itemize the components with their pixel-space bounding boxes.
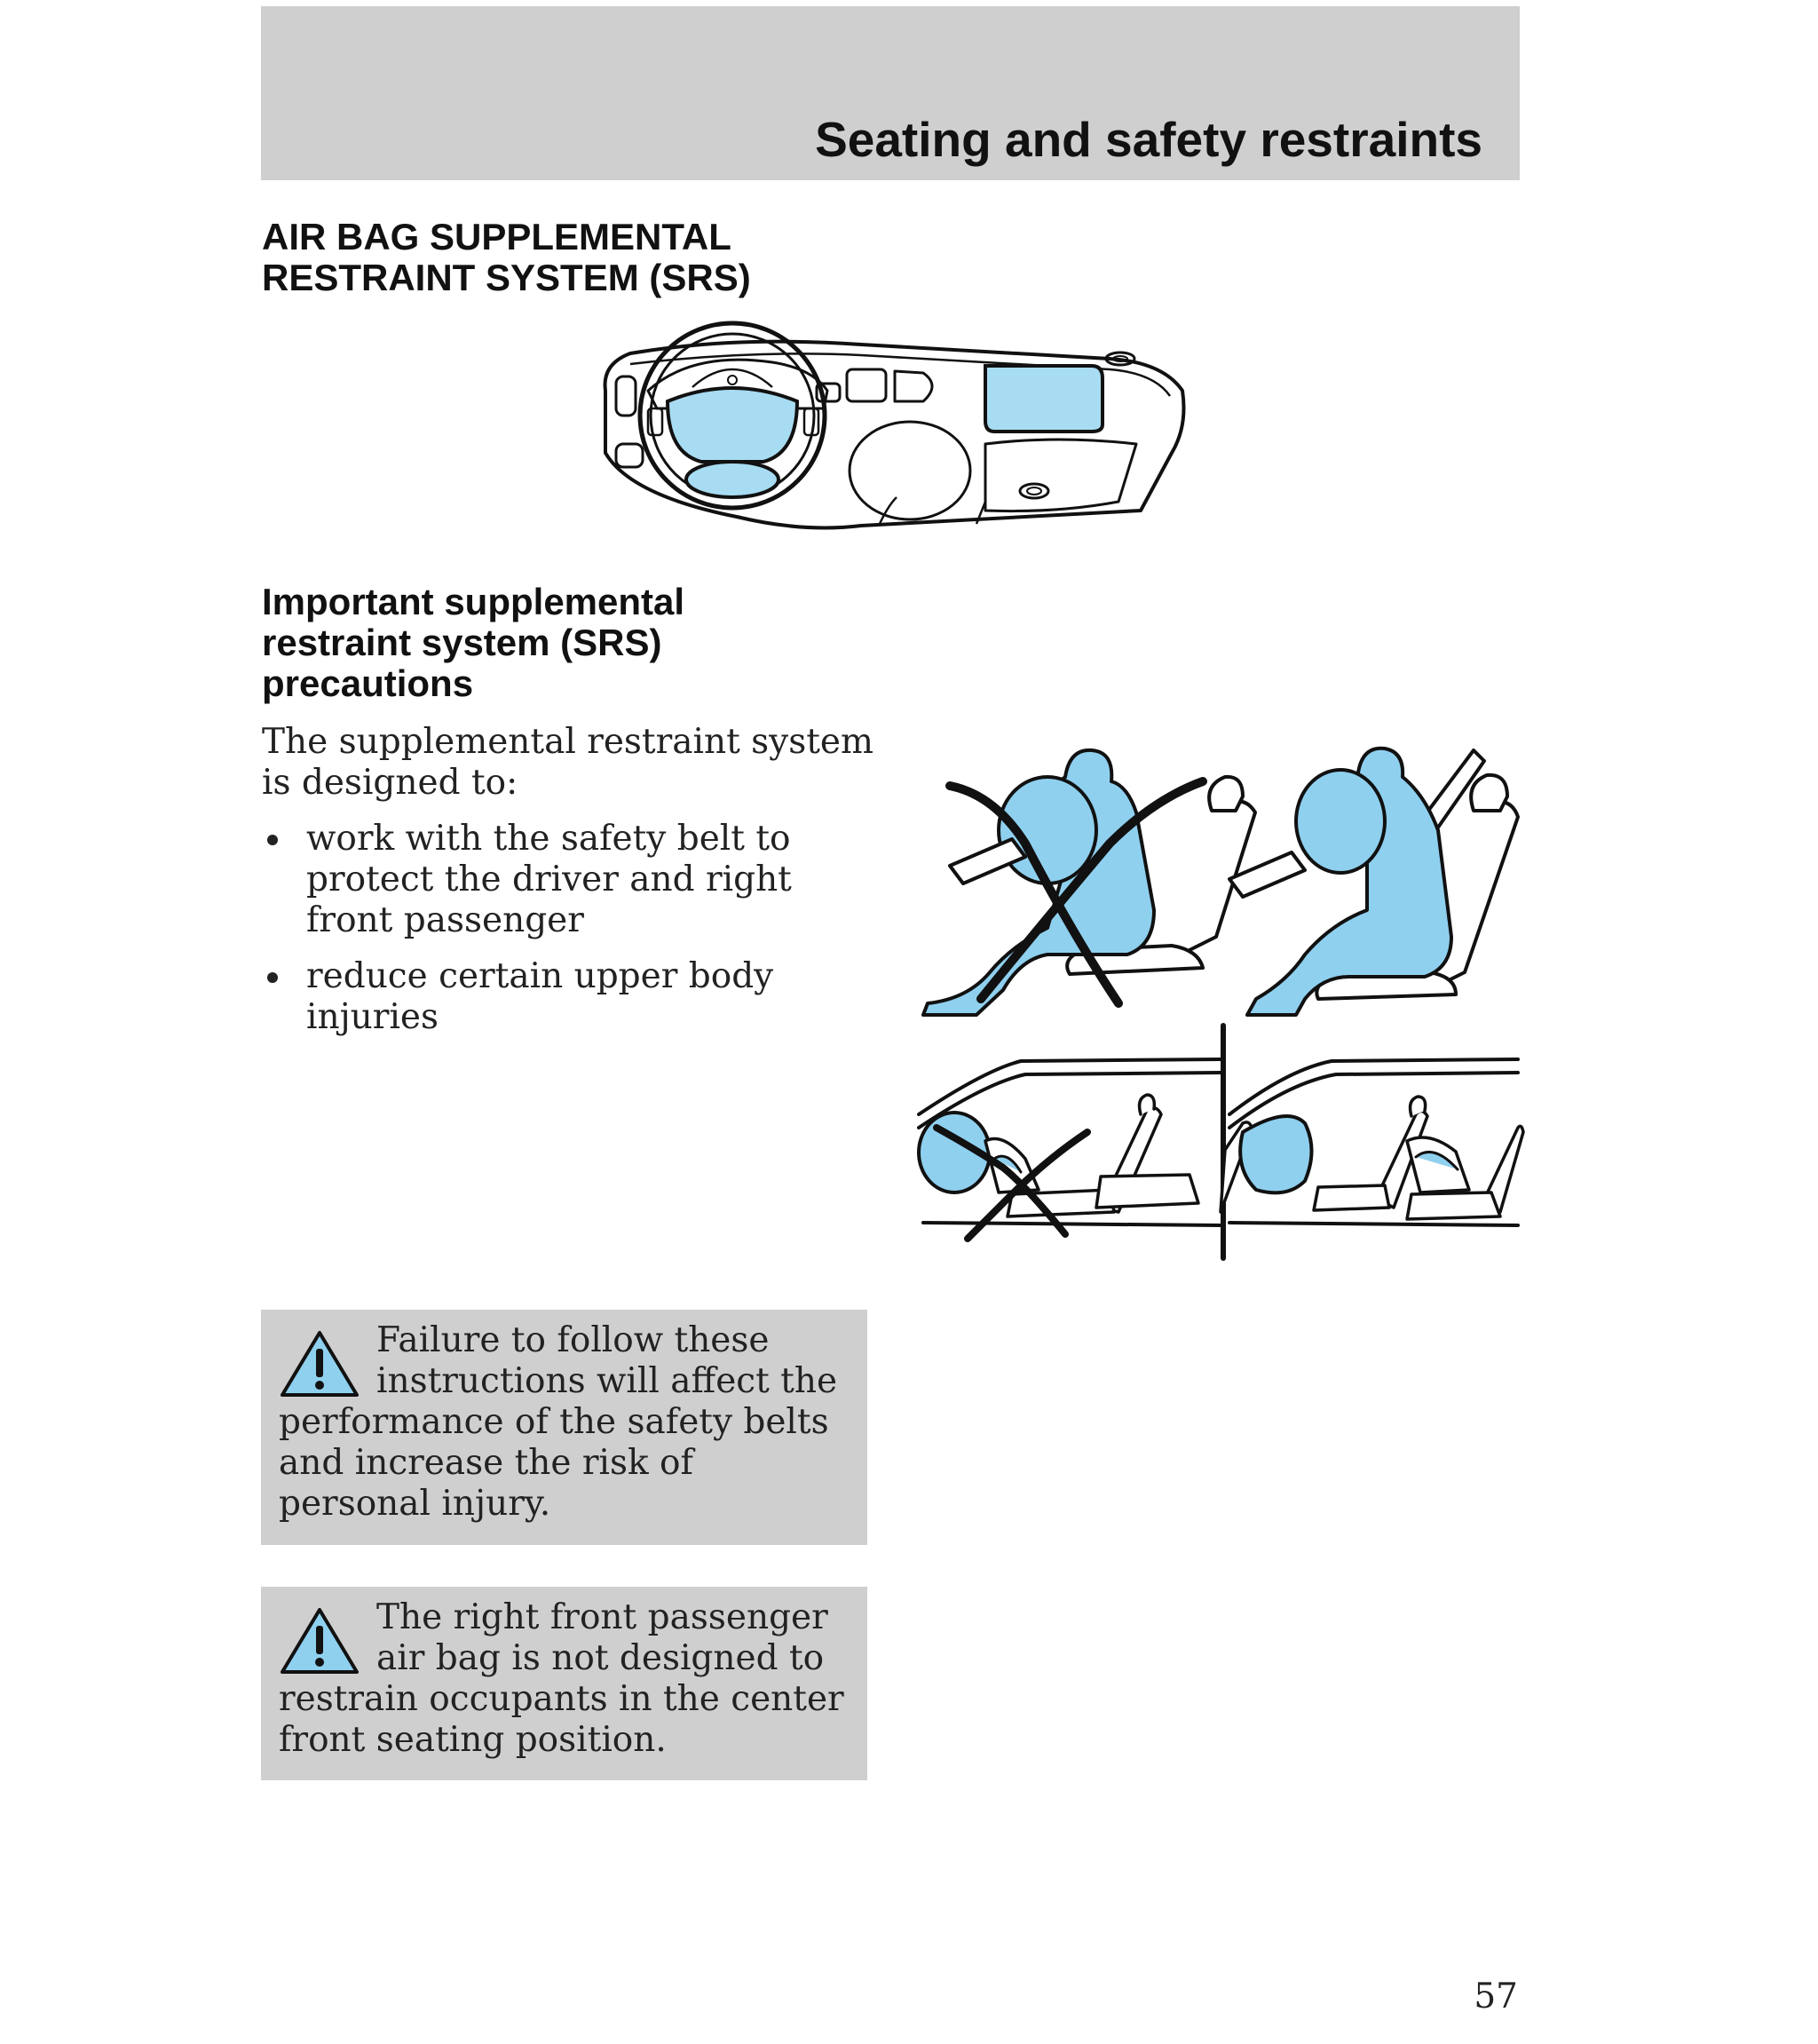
warning-text: Failure to follow these instructions will affect the performance of the safety belts and increase the risk of personal injury. <box>279 1320 838 1524</box>
list-item <box>262 956 866 1038</box>
subsection-heading: Important supplemental restraint system (SRS) precautions <box>262 581 685 704</box>
warning-text: The right front passenger air bag is not designed to restrain occupants in the center front seating position. <box>279 1597 844 1760</box>
page-number: 57 <box>1474 1977 1518 2016</box>
header-band <box>261 6 1520 180</box>
precaution-list <box>262 819 866 1053</box>
section-heading: AIR BAG SUPPLEMENTAL RESTRAINT SYSTEM (SRS) <box>262 216 751 298</box>
warning-triangle-icon <box>279 1606 360 1676</box>
list-item-text: work with the safety belt to protect the driver and right front passenger <box>306 819 792 940</box>
bullet-icon <box>267 972 278 983</box>
warning-box <box>261 1587 867 1780</box>
intro-paragraph: The supplemental restraint system is designed to: <box>262 722 873 803</box>
bullet-icon <box>267 835 278 845</box>
dashboard-airbag-illustration <box>595 320 1190 533</box>
warning-triangle-icon <box>279 1329 360 1398</box>
list-item <box>262 819 866 941</box>
list-item-text: reduce certain upper body injuries <box>306 956 774 1037</box>
occupant-position-illustration <box>914 733 1527 1265</box>
warning-box <box>261 1310 867 1545</box>
page-header-title: Seating and safety restraints <box>815 112 1482 167</box>
